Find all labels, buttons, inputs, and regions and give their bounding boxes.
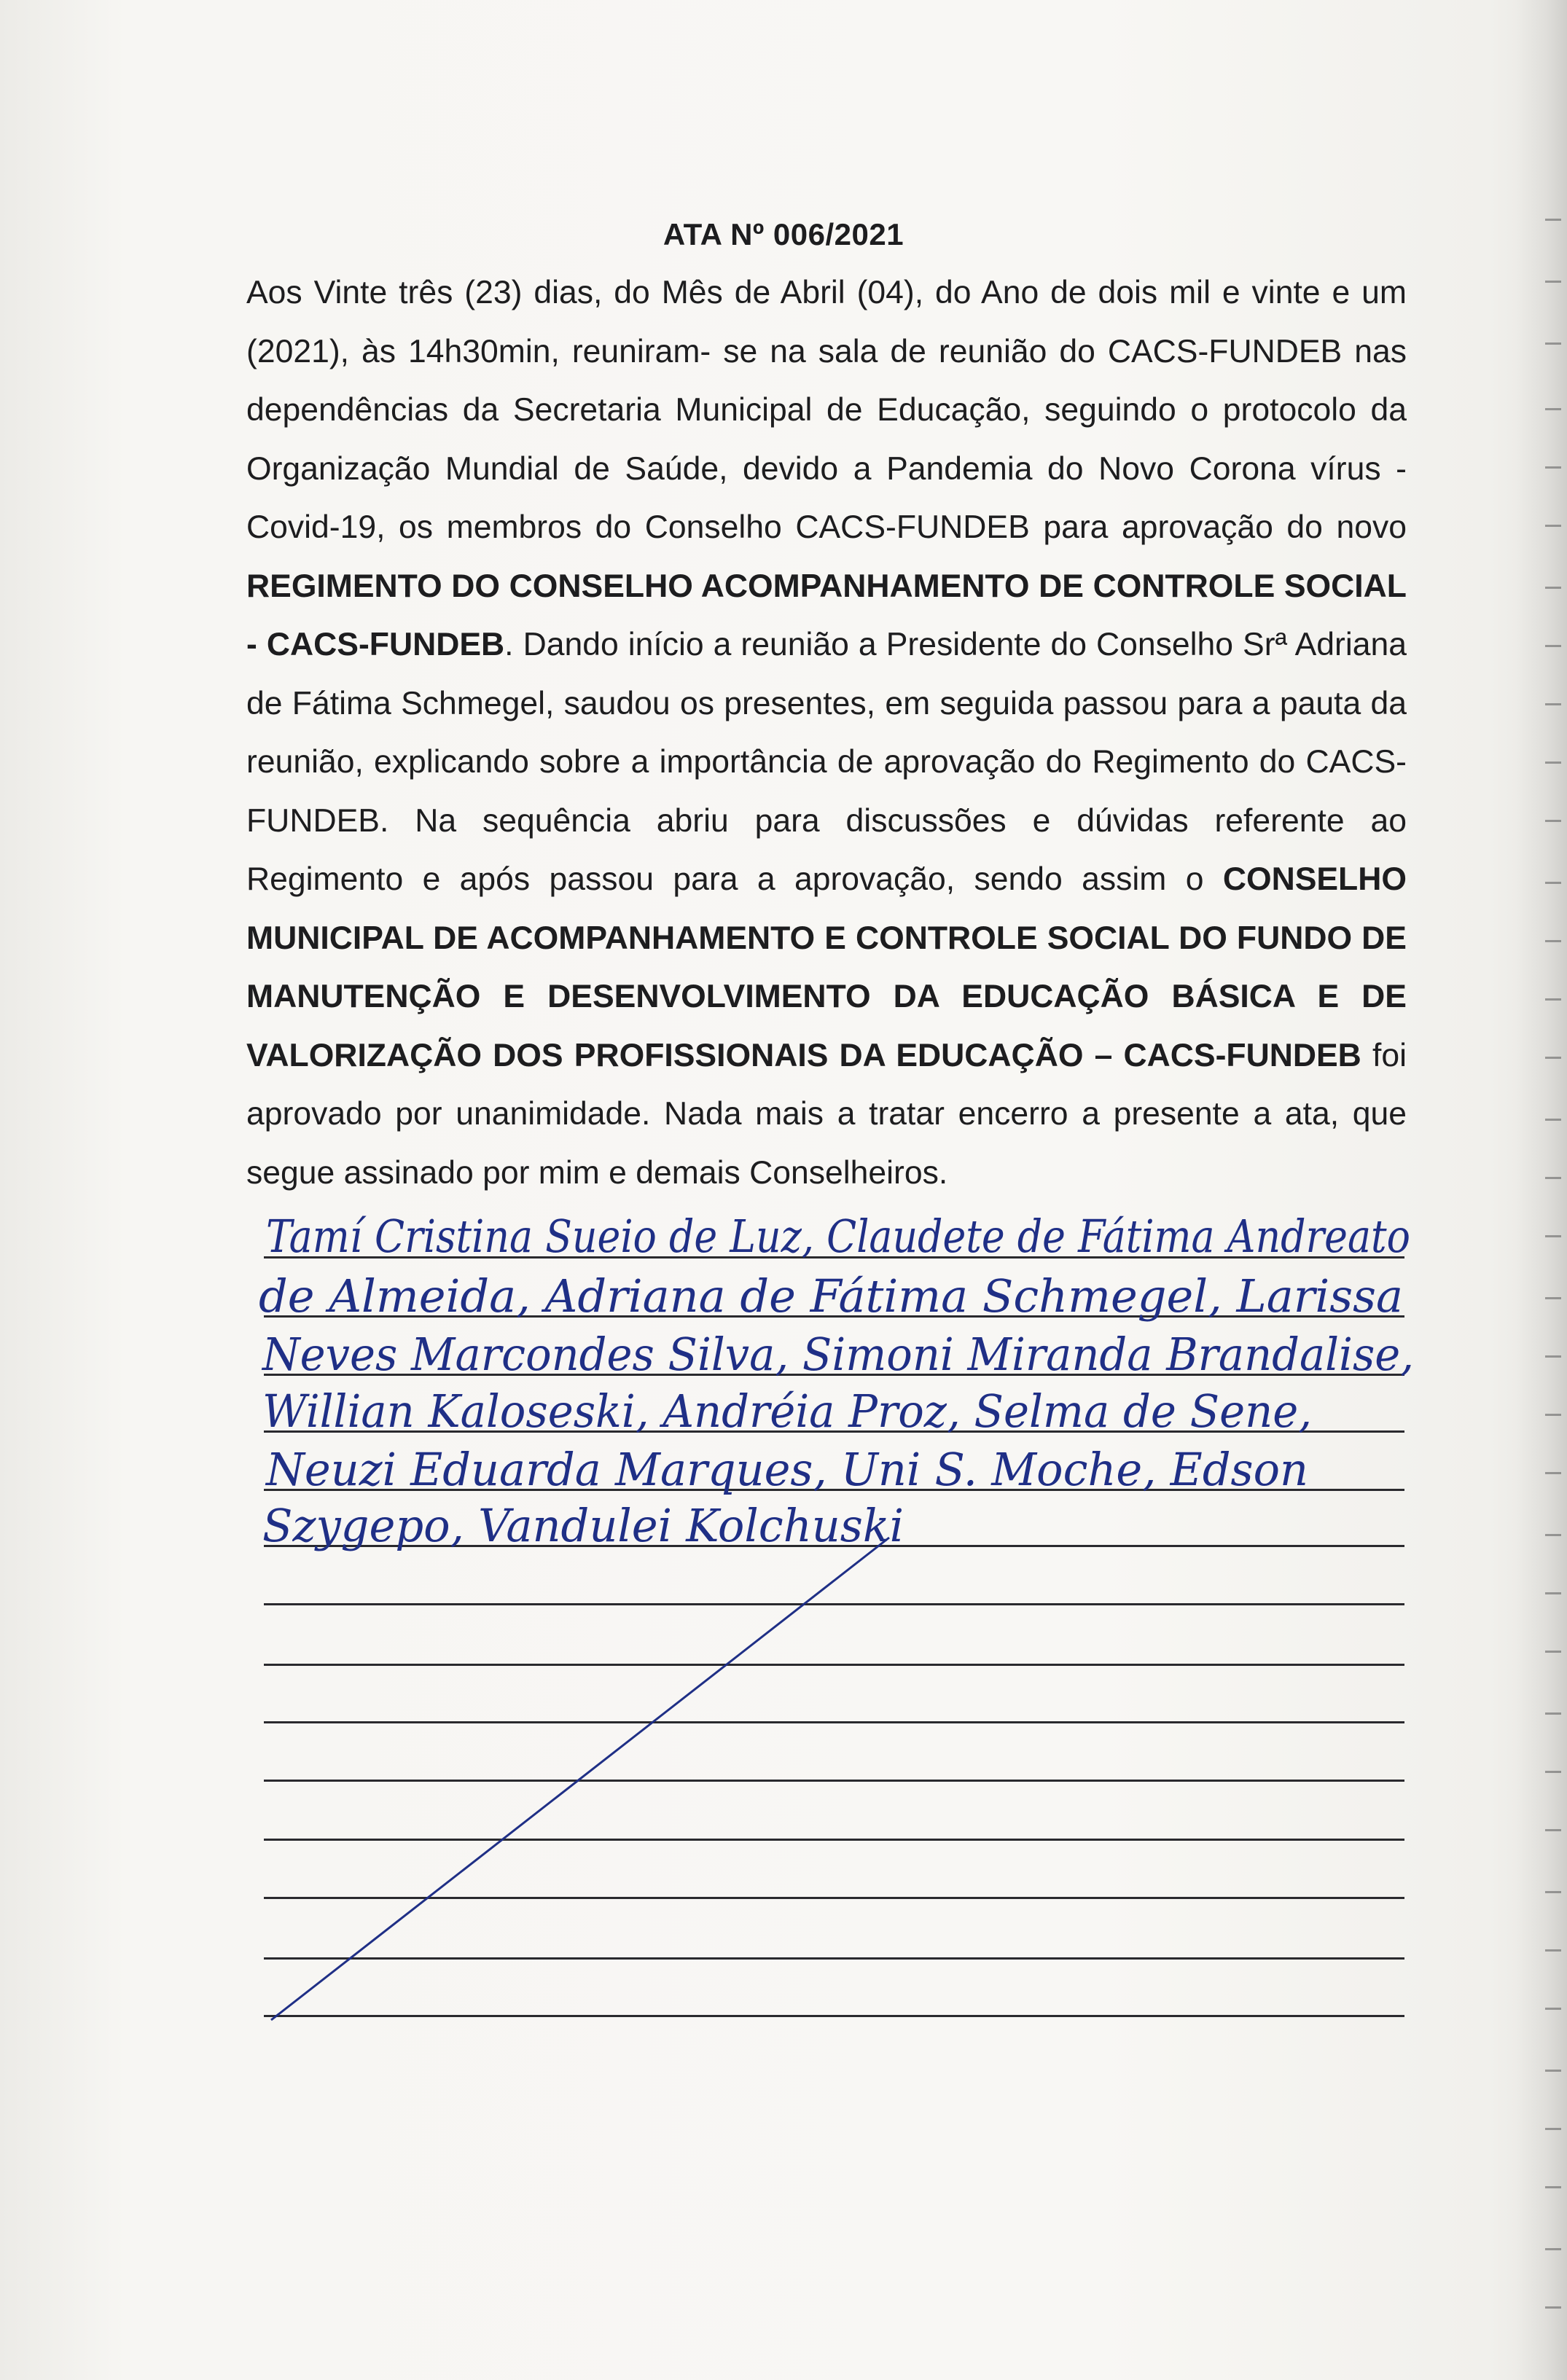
paragraph-text-2: . Dando início a reunião a Presidente do Conselho Srª Adriana de Fátima Schmegel, saudou os presentes, em seguida passou para a pauta da reunião, explicando sobre a importância de aprovação do Regimento do CACS-FUNDEB. Na sequência abriu para discussões e dúvidas referente ao Regimento e após passou para a aprovação, sendo assim o [246, 627, 1407, 897]
signature-line-2: de Almeida, Adriana de Fátima Schmegel, Larissa [259, 1269, 1403, 1323]
paragraph-bold-2: CONSELHO MUNICIPAL DE ACOMPANHAMENTO E CONTROLE SOCIAL DO FUNDO DE MANUTENÇÃO E DESENVOLVIMENTO DA EDUCAÇÃO BÁSICA E DE VALORIZAÇÃO DOS PROFISSIONAIS DA EDUCAÇÃO – CACS-FUNDEB [246, 861, 1407, 1073]
paragraph-text-1: Aos Vinte três (23) dias, do Mês de Abril (04), do Ano de dois mil e vinte e um (2021), às 14h30min, reuniram- se na sala de reunião do CACS-FUNDEB nas dependências da Secretaria Municipal de Educação, seguindo o protocolo da Organização Mundial de Saúde, devido a Pandemia do Novo Corona vírus - Covid-19, os membros do Conselho CACS-FUNDEB para aprovação do novo [246, 275, 1407, 545]
signature-line-4: Willian Kaloseski, Andréia Proz, Selma de Sene, [262, 1385, 1312, 1438]
signature-line-5: Neuzi Eduarda Marques, Uni S. Moche, Edson [265, 1443, 1308, 1496]
signature-line-1: Tamí Cristina Sueio de Luz, Claudete de Fátima Andreato [266, 1210, 1410, 1263]
paragraph-bold-1: REGIMENTO DO CONSELHO ACOMPANHAMENTO DE CONTROLE SOCIAL - CACS-FUNDEB [246, 568, 1407, 662]
signature-line-3: Neves Marcondes Silva, Simoni Miranda Brandalise, [261, 1328, 1414, 1381]
paragraph-text-3: foi aprovado por unanimidade. Nada mais a tratar encerro a presente a ata, que segue assinado por mim e demais Conselheiros. [246, 1037, 1407, 1191]
closing-slash-stroke [271, 1538, 889, 2020]
signature-line-6: Szygepo, Vandulei Kolchuski [262, 1499, 904, 1552]
document-title: ATA Nº 006/2021 [663, 217, 904, 251]
